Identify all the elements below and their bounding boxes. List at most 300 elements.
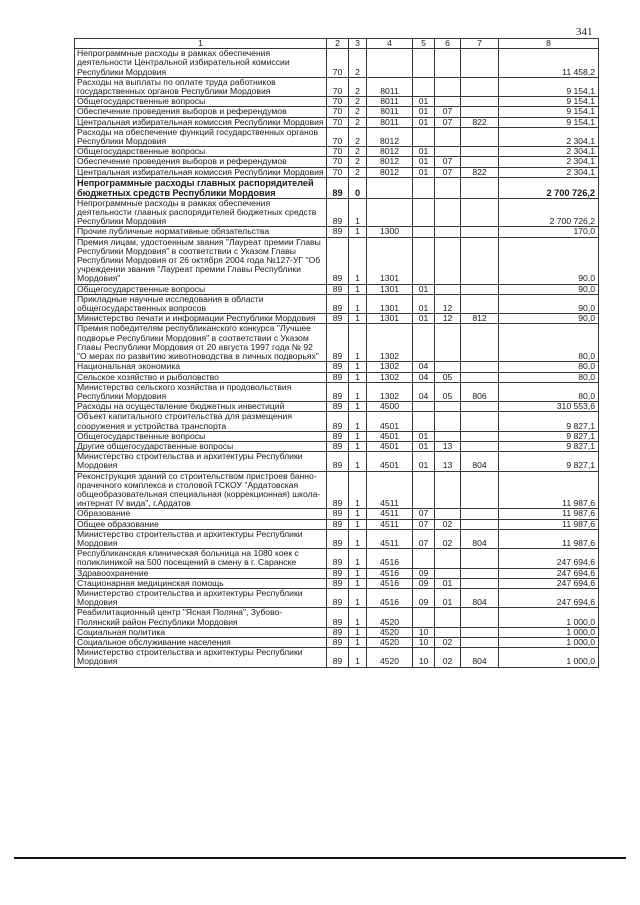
amount-cell: 11 987,6 — [499, 529, 599, 548]
code-cell: 4511 — [367, 471, 413, 509]
code-cell: 1 — [349, 198, 367, 227]
row-name-cell: Министерство сельского хозяйства и продовольствия Республики Мордовия — [75, 382, 327, 401]
code-cell: 07 — [413, 509, 435, 519]
code-cell: 04 — [413, 372, 435, 382]
table-row — [75, 549, 599, 568]
code-cell: 1302 — [367, 382, 413, 401]
code-cell: 4520 — [367, 627, 413, 637]
table-row — [75, 107, 599, 117]
amount-cell: 9 827,1 — [499, 441, 599, 451]
code-cell: 2 — [349, 117, 367, 127]
code-cell — [461, 177, 499, 198]
code-cell: 812 — [461, 314, 499, 324]
code-cell: 04 — [413, 362, 435, 372]
column-header: 1 — [75, 39, 327, 49]
code-cell — [367, 198, 413, 227]
code-cell — [461, 227, 499, 237]
code-cell: 1 — [349, 627, 367, 637]
code-cell — [435, 402, 461, 412]
code-cell — [461, 509, 499, 519]
code-cell: 01 — [435, 588, 461, 607]
code-cell: 01 — [413, 284, 435, 294]
code-cell: 07 — [435, 107, 461, 117]
code-cell — [367, 177, 413, 198]
table-row — [75, 294, 599, 313]
code-cell: 4500 — [367, 402, 413, 412]
code-cell: 89 — [327, 177, 349, 198]
code-cell — [461, 77, 499, 96]
code-cell: 89 — [327, 372, 349, 382]
code-cell: 1300 — [367, 227, 413, 237]
code-cell: 1 — [349, 412, 367, 431]
code-cell: 822 — [461, 117, 499, 127]
code-cell: 4516 — [367, 549, 413, 568]
code-cell: 804 — [461, 648, 499, 667]
code-cell: 2 — [349, 49, 367, 78]
table-row — [75, 637, 599, 647]
amount-cell: 1 000,0 — [499, 627, 599, 637]
code-cell — [461, 294, 499, 313]
amount-cell: 2 304,1 — [499, 157, 599, 167]
amount-cell: 90,0 — [499, 294, 599, 313]
table-row — [75, 519, 599, 529]
code-cell: 1 — [349, 431, 367, 441]
budget-table — [74, 38, 599, 668]
column-header: 6 — [435, 39, 461, 49]
table-row — [75, 227, 599, 237]
code-cell: 13 — [435, 452, 461, 471]
table-row — [75, 362, 599, 372]
amount-cell: 90,0 — [499, 284, 599, 294]
code-cell: 89 — [327, 284, 349, 294]
code-cell: 07 — [435, 167, 461, 177]
code-cell: 2 — [349, 97, 367, 107]
code-cell: 89 — [327, 412, 349, 431]
amount-cell: 1 000,0 — [499, 637, 599, 647]
table-row — [75, 314, 599, 324]
code-cell — [435, 147, 461, 157]
code-cell: 89 — [327, 441, 349, 451]
code-cell: 70 — [327, 97, 349, 107]
table-row — [75, 441, 599, 451]
code-cell: 0 — [349, 177, 367, 198]
code-cell: 89 — [327, 324, 349, 362]
table-row — [75, 568, 599, 578]
code-cell: 09 — [413, 568, 435, 578]
code-cell: 70 — [327, 167, 349, 177]
code-cell: 8011 — [367, 97, 413, 107]
code-cell: 01 — [413, 107, 435, 117]
row-name-cell: Непрограммные расходы в рамках обеспечения деятельности главных распорядителей бюджетных средств Республики Мордовия — [75, 198, 327, 227]
code-cell — [461, 519, 499, 529]
code-cell: 70 — [327, 117, 349, 127]
code-cell — [461, 627, 499, 637]
code-cell: 02 — [435, 529, 461, 548]
code-cell — [413, 471, 435, 509]
code-cell: 01 — [413, 452, 435, 471]
amount-cell: 247 694,6 — [499, 549, 599, 568]
code-cell — [461, 147, 499, 157]
amount-cell: 9 827,1 — [499, 412, 599, 431]
page-number: 341 — [576, 26, 593, 38]
code-cell: 8011 — [367, 117, 413, 127]
code-cell: 1 — [349, 509, 367, 519]
table-row — [75, 529, 599, 548]
amount-cell: 310 553,6 — [499, 402, 599, 412]
code-cell: 804 — [461, 588, 499, 607]
column-header: 7 — [461, 39, 499, 49]
code-cell: 1 — [349, 372, 367, 382]
code-cell: 2 — [349, 127, 367, 146]
code-cell: 07 — [413, 519, 435, 529]
table-row — [75, 509, 599, 519]
code-cell: 09 — [413, 588, 435, 607]
code-cell: 4516 — [367, 578, 413, 588]
code-cell — [435, 412, 461, 431]
amount-cell: 1 000,0 — [499, 648, 599, 667]
code-cell: 1 — [349, 637, 367, 647]
amount-cell: 2 700 726,2 — [499, 198, 599, 227]
amount-cell: 11 987,6 — [499, 519, 599, 529]
code-cell: 1302 — [367, 324, 413, 362]
code-cell — [435, 471, 461, 509]
row-name-cell: Реабилитационный центр "Ясная Поляна", Зубово-Полянский район Республики Мордовия — [75, 608, 327, 627]
row-name-cell: Центральная избирательная комиссия Республики Мордовия — [75, 117, 327, 127]
code-cell: 1 — [349, 578, 367, 588]
table-row — [75, 431, 599, 441]
code-cell — [435, 49, 461, 78]
code-cell — [461, 97, 499, 107]
row-name-cell: Общее образование — [75, 519, 327, 529]
code-cell — [413, 237, 435, 284]
table-row — [75, 284, 599, 294]
code-cell — [461, 237, 499, 284]
code-cell: 1 — [349, 314, 367, 324]
code-cell — [461, 578, 499, 588]
code-cell — [435, 127, 461, 146]
code-cell — [413, 412, 435, 431]
table-row — [75, 372, 599, 382]
column-header: 5 — [413, 39, 435, 49]
amount-cell: 11 987,6 — [499, 471, 599, 509]
code-cell: 89 — [327, 402, 349, 412]
code-cell: 1 — [349, 324, 367, 362]
table-row — [75, 382, 599, 401]
code-cell: 1 — [349, 519, 367, 529]
code-cell: 1302 — [367, 362, 413, 372]
code-cell: 8012 — [367, 157, 413, 167]
code-cell: 89 — [327, 549, 349, 568]
amount-cell: 170,0 — [499, 227, 599, 237]
code-cell: 89 — [327, 382, 349, 401]
code-cell — [461, 402, 499, 412]
code-cell: 8012 — [367, 147, 413, 157]
amount-cell: 9 154,1 — [499, 107, 599, 117]
code-cell: 1 — [349, 648, 367, 667]
code-cell — [461, 324, 499, 362]
row-name-cell: Обеспечение проведения выборов и референдумов — [75, 107, 327, 117]
code-cell: 89 — [327, 578, 349, 588]
row-name-cell: Республиканская клиническая больница на 1080 коек с поликлиникой на 500 посещений в смену в г. Саранске — [75, 549, 327, 568]
code-cell: 10 — [413, 648, 435, 667]
column-header-row — [75, 39, 599, 49]
row-name-cell: Премия победителям республиканского конкурса "Лучшее подворье Республики Мордовия" в соответствии с Указом Главы Республики Мордовия от 20 августа 1997 года № 92 "О мерах по развитию животноводства в личных подворьях" — [75, 324, 327, 362]
code-cell: 804 — [461, 452, 499, 471]
code-cell — [461, 471, 499, 509]
code-cell — [461, 49, 499, 78]
amount-cell: 247 694,6 — [499, 568, 599, 578]
code-cell: 13 — [435, 441, 461, 451]
code-cell: 89 — [327, 227, 349, 237]
code-cell: 01 — [413, 314, 435, 324]
code-cell — [461, 372, 499, 382]
row-name-cell: Центральная избирательная комиссия Республики Мордовия — [75, 167, 327, 177]
amount-cell: 2 700 726,2 — [499, 177, 599, 198]
row-name-cell: Министерство печати и информации Республики Мордовия — [75, 314, 327, 324]
code-cell — [435, 284, 461, 294]
table-row — [75, 97, 599, 107]
amount-cell: 80,0 — [499, 324, 599, 362]
table-row — [75, 127, 599, 146]
code-cell: 1 — [349, 382, 367, 401]
code-cell: 89 — [327, 637, 349, 647]
amount-cell: 11 987,6 — [499, 509, 599, 519]
code-cell: 12 — [435, 294, 461, 313]
code-cell: 89 — [327, 608, 349, 627]
code-cell: 05 — [435, 382, 461, 401]
code-cell — [435, 362, 461, 372]
row-name-cell: Премия лицам, удостоенным звания "Лауреат премии Главы Республики Мордовия" в соответствии с Указом Главы Республики Мордовия от 26 октября 2004 года №127-УГ "Об учреждении звания "Лауреат премии Главы Республики Мордовия" — [75, 237, 327, 284]
table-row — [75, 49, 599, 78]
code-cell: 89 — [327, 452, 349, 471]
row-name-cell: Общегосударственные вопросы — [75, 147, 327, 157]
code-cell: 09 — [413, 578, 435, 588]
code-cell: 1 — [349, 441, 367, 451]
code-cell: 70 — [327, 107, 349, 117]
code-cell: 4520 — [367, 648, 413, 667]
code-cell: 89 — [327, 588, 349, 607]
code-cell: 806 — [461, 382, 499, 401]
row-name-cell: Социальная политика — [75, 627, 327, 637]
code-cell — [461, 608, 499, 627]
amount-cell: 2 304,1 — [499, 127, 599, 146]
code-cell — [435, 97, 461, 107]
code-cell — [435, 431, 461, 441]
code-cell — [413, 227, 435, 237]
code-cell — [413, 177, 435, 198]
table-row — [75, 608, 599, 627]
code-cell: 89 — [327, 237, 349, 284]
code-cell: 01 — [413, 167, 435, 177]
row-name-cell: Общегосударственные вопросы — [75, 431, 327, 441]
code-cell: 70 — [327, 49, 349, 78]
table-row — [75, 157, 599, 167]
code-cell — [413, 324, 435, 362]
table-row — [75, 648, 599, 667]
code-cell: 822 — [461, 167, 499, 177]
table-row — [75, 402, 599, 412]
bottom-rule — [14, 857, 626, 859]
table-row — [75, 177, 599, 198]
code-cell: 8012 — [367, 127, 413, 146]
row-name-cell: Прочие публичные нормативные обязательства — [75, 227, 327, 237]
table-row — [75, 452, 599, 471]
table-row — [75, 627, 599, 637]
row-name-cell: Национальная экономика — [75, 362, 327, 372]
amount-cell: 9 154,1 — [499, 97, 599, 107]
table-body — [75, 49, 599, 667]
code-cell: 2 — [349, 147, 367, 157]
code-cell: 01 — [435, 578, 461, 588]
code-cell: 2 — [349, 167, 367, 177]
code-cell — [435, 177, 461, 198]
column-header: 4 — [367, 39, 413, 49]
code-cell: 07 — [435, 157, 461, 167]
code-cell: 02 — [435, 637, 461, 647]
amount-cell: 9 827,1 — [499, 431, 599, 441]
table-row — [75, 588, 599, 607]
row-name-cell: Объект капитального строительства для размещения сооружения и устройства транспорта — [75, 412, 327, 431]
amount-cell: 2 304,1 — [499, 167, 599, 177]
code-cell: 89 — [327, 648, 349, 667]
amount-cell: 2 304,1 — [499, 147, 599, 157]
code-cell — [461, 127, 499, 146]
code-cell: 89 — [327, 529, 349, 548]
code-cell — [435, 198, 461, 227]
code-cell: 89 — [327, 294, 349, 313]
code-cell: 1301 — [367, 284, 413, 294]
code-cell: 1 — [349, 471, 367, 509]
amount-cell: 90,0 — [499, 237, 599, 284]
code-cell: 89 — [327, 431, 349, 441]
code-cell — [367, 49, 413, 78]
code-cell — [413, 49, 435, 78]
code-cell — [435, 509, 461, 519]
code-cell — [461, 441, 499, 451]
row-name-cell: Министерство строительства и архитектуры Республики Мордовия — [75, 452, 327, 471]
row-name-cell: Министерство строительства и архитектуры Республики Мордовия — [75, 529, 327, 548]
code-cell: 4511 — [367, 519, 413, 529]
code-cell: 4501 — [367, 441, 413, 451]
code-cell — [435, 627, 461, 637]
code-cell — [461, 362, 499, 372]
table-row — [75, 198, 599, 227]
amount-cell: 1 000,0 — [499, 608, 599, 627]
table-row — [75, 167, 599, 177]
code-cell: 2 — [349, 157, 367, 167]
code-cell: 1 — [349, 588, 367, 607]
code-cell — [435, 77, 461, 96]
row-name-cell: Обеспечение проведения выборов и референдумов — [75, 157, 327, 167]
column-header: 2 — [327, 39, 349, 49]
row-name-cell: Расходы на выплаты по оплате труда работников государственных органов Республики Мордовия — [75, 77, 327, 96]
table-row — [75, 237, 599, 284]
code-cell — [461, 157, 499, 167]
code-cell: 89 — [327, 627, 349, 637]
code-cell: 01 — [413, 157, 435, 167]
code-cell: 07 — [413, 529, 435, 548]
code-cell — [413, 608, 435, 627]
code-cell: 8012 — [367, 167, 413, 177]
code-cell: 02 — [435, 519, 461, 529]
code-cell: 12 — [435, 314, 461, 324]
code-cell — [435, 549, 461, 568]
code-cell: 4511 — [367, 509, 413, 519]
amount-cell: 80,0 — [499, 362, 599, 372]
code-cell: 70 — [327, 77, 349, 96]
code-cell: 1302 — [367, 372, 413, 382]
row-name-cell: Непрограммные расходы в рамках обеспечения деятельности Центральной избирательной комиссии Республики Мордовия — [75, 49, 327, 78]
code-cell: 4501 — [367, 412, 413, 431]
row-name-cell: Министерство строительства и архитектуры Республики Мордовия — [75, 648, 327, 667]
row-name-cell: Образование — [75, 509, 327, 519]
row-name-cell: Здравоохранение — [75, 568, 327, 578]
code-cell: 2 — [349, 107, 367, 117]
code-cell: 10 — [413, 627, 435, 637]
row-name-cell: Социальное обслуживание населения — [75, 637, 327, 647]
code-cell: 1 — [349, 237, 367, 284]
code-cell: 4501 — [367, 452, 413, 471]
code-cell — [413, 549, 435, 568]
row-name-cell: Общегосударственные вопросы — [75, 97, 327, 107]
code-cell: 02 — [435, 648, 461, 667]
code-cell: 4501 — [367, 431, 413, 441]
code-cell: 4520 — [367, 637, 413, 647]
code-cell: 8011 — [367, 77, 413, 96]
column-header: 8 — [499, 39, 599, 49]
amount-cell: 9 154,1 — [499, 117, 599, 127]
table-row — [75, 77, 599, 96]
code-cell: 1301 — [367, 237, 413, 284]
code-cell — [461, 431, 499, 441]
row-name-cell: Расходы на обеспечение функций государственных органов Республики Мордовия — [75, 127, 327, 146]
code-cell: 1 — [349, 294, 367, 313]
code-cell: 10 — [413, 637, 435, 647]
table-row — [75, 471, 599, 509]
amount-cell: 11 458,2 — [499, 49, 599, 78]
row-name-cell: Расходы на осуществление бюджетных инвестиций — [75, 402, 327, 412]
row-name-cell: Непрограммные расходы главных распорядителей бюджетных средств Республики Мордовия — [75, 177, 327, 198]
row-name-cell: Сельское хозяйство и рыболовство — [75, 372, 327, 382]
code-cell: 1 — [349, 284, 367, 294]
code-cell — [435, 324, 461, 362]
table-row — [75, 324, 599, 362]
amount-cell: 247 694,6 — [499, 588, 599, 607]
code-cell: 1 — [349, 549, 367, 568]
code-cell — [461, 107, 499, 117]
code-cell: 89 — [327, 519, 349, 529]
code-cell: 01 — [413, 441, 435, 451]
code-cell — [461, 549, 499, 568]
code-cell: 1301 — [367, 294, 413, 313]
code-cell: 01 — [413, 431, 435, 441]
code-cell: 804 — [461, 529, 499, 548]
code-cell — [413, 77, 435, 96]
code-cell: 89 — [327, 568, 349, 578]
code-cell: 2 — [349, 77, 367, 96]
code-cell: 1 — [349, 452, 367, 471]
table-row — [75, 147, 599, 157]
code-cell — [461, 637, 499, 647]
code-cell — [435, 227, 461, 237]
row-name-cell: Реконструкция зданий со строительством пристроев банно-прачечного комплекса и столовой ГСКОУ "Ардатовская общеобразовательная специальная (коррекционная) школа-интернат IV вида", г.Ардатов — [75, 471, 327, 509]
code-cell: 89 — [327, 314, 349, 324]
column-header: 3 — [349, 39, 367, 49]
table-row — [75, 412, 599, 431]
code-cell: 1 — [349, 608, 367, 627]
code-cell: 4516 — [367, 568, 413, 578]
code-cell: 89 — [327, 509, 349, 519]
